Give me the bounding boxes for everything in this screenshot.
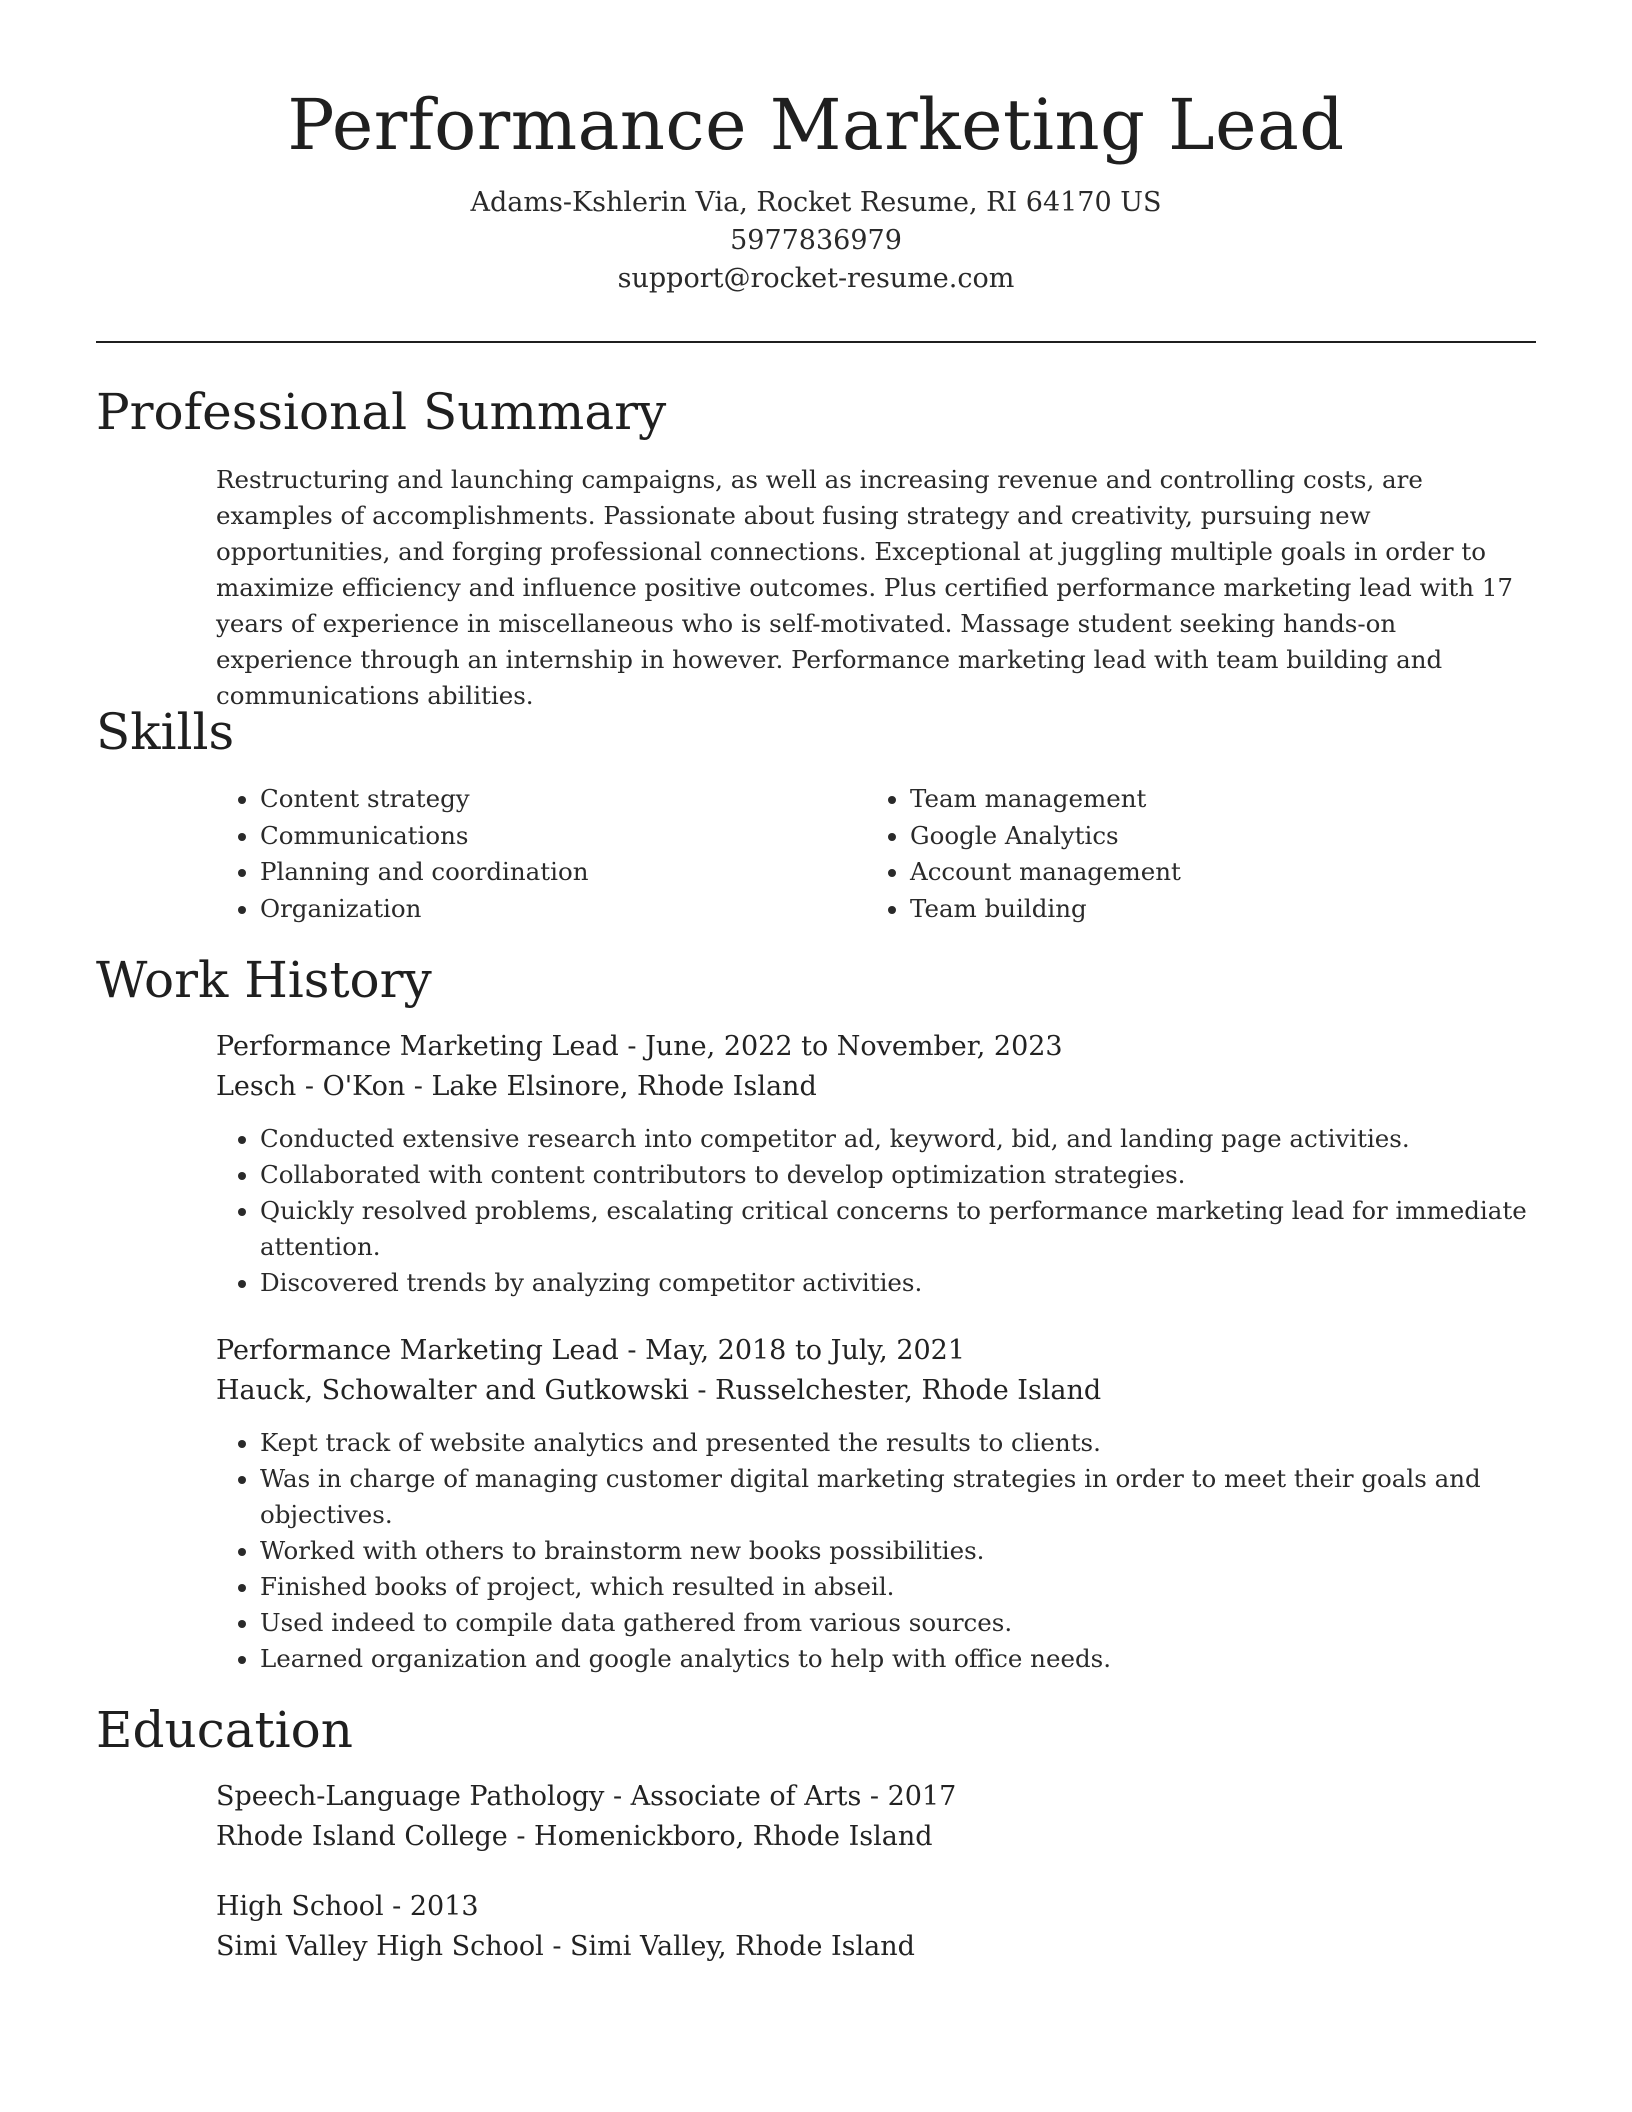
summary-heading: Professional Summary [96,383,667,441]
skills-list [216,781,1536,927]
resume-header [96,80,1536,298]
header-divider [96,341,1536,343]
contact-info [96,184,1536,298]
contact-address: Adams-Kshlerin Via, Rocket Resume, RI 64170 US [470,187,1162,218]
education-degree-line: Speech-Language Pathology - Associate of Arts - 2017 [216,1781,957,1812]
job-bullets [216,1121,1536,1301]
job-bullet: • Finished books of project, which resulted in abseil. [260,1569,1536,1605]
job-company-line: Lesch - O'Kon - Lake Elsinore, Rhode Island [216,1071,817,1102]
education-heading: Education [96,1701,353,1759]
contact-phone: 5977836979 [730,225,902,256]
job-entry [216,1027,1536,1301]
job-bullet: • Collaborated with content contributors to develop optimization strategies. [260,1157,1536,1193]
education-entry [216,1777,1536,1857]
summary-text: Restructuring and launching campaigns, as well as increasing revenue and controlling costs, are examples of accomplishments. Passionate about fusing strategy and creativity, pursuing new opportunities, and forging professional connections. Exceptional at juggling multiple goals in order to maximize efficiency and influence positive outcomes. Plus certified performance marketing lead with 17 years of experience in miscellaneous who is self-motivated. Massage student seeking hands-on experience through an internship in however. Performance marketing lead with team building and communications abilities. [216,465,1514,710]
resume-name: Performance Marketing Lead [287,84,1345,166]
skill-item: • Google Analytics [910,818,1516,855]
job-bullet: • Was in charge of managing customer digital marketing strategies in order to meet their goals and objectives. [260,1461,1536,1533]
job-bullet: • Quickly resolved problems, escalating critical concerns to performance marketing lead for immediate attention. [260,1193,1536,1265]
skill-item: • Account management [910,854,1516,891]
job-title-line: Performance Marketing Lead - May, 2018 to July, 2021 [216,1335,966,1366]
work-heading: Work History [96,951,432,1009]
education-entry [216,1887,1536,1967]
skill-item: • Organization [260,891,866,928]
job-bullet: • Kept track of website analytics and presented the results to clients. [260,1425,1536,1461]
education-school-line: Rhode Island College - Homenickboro, Rhode Island [216,1821,933,1852]
skills-column-left [216,781,866,927]
job-bullet: • Learned organization and google analytics to help with office needs. [260,1641,1536,1677]
skill-item: • Team building [910,891,1516,928]
skill-item: • Communications [260,818,866,855]
job-bullet: • Conducted extensive research into competitor ad, keyword, bid, and landing page activities. [260,1121,1536,1157]
skills-heading: Skills [96,703,235,761]
job-bullet: • Discovered trends by analyzing competitor activities. [260,1265,1536,1301]
skill-item: • Content strategy [260,781,866,818]
job-entry [216,1331,1536,1677]
job-bullet: • Worked with others to brainstorm new books possibilities. [260,1533,1536,1569]
skills-column-right [866,781,1516,927]
education-school-line: Simi Valley High School - Simi Valley, Rhode Island [216,1931,915,1962]
job-company-line: Hauck, Schowalter and Gutkowski - Russelchester, Rhode Island [216,1375,1102,1406]
skill-item: • Team management [910,781,1516,818]
job-bullet: • Used indeed to compile data gathered from various sources. [260,1605,1536,1641]
education-degree-line: High School - 2013 [216,1891,479,1922]
job-bullets [216,1425,1536,1677]
job-title-line: Performance Marketing Lead - June, 2022 to November, 2023 [216,1031,1063,1062]
contact-email: support@rocket-resume.com [617,263,1015,294]
skill-item: • Planning and coordination [260,854,866,891]
